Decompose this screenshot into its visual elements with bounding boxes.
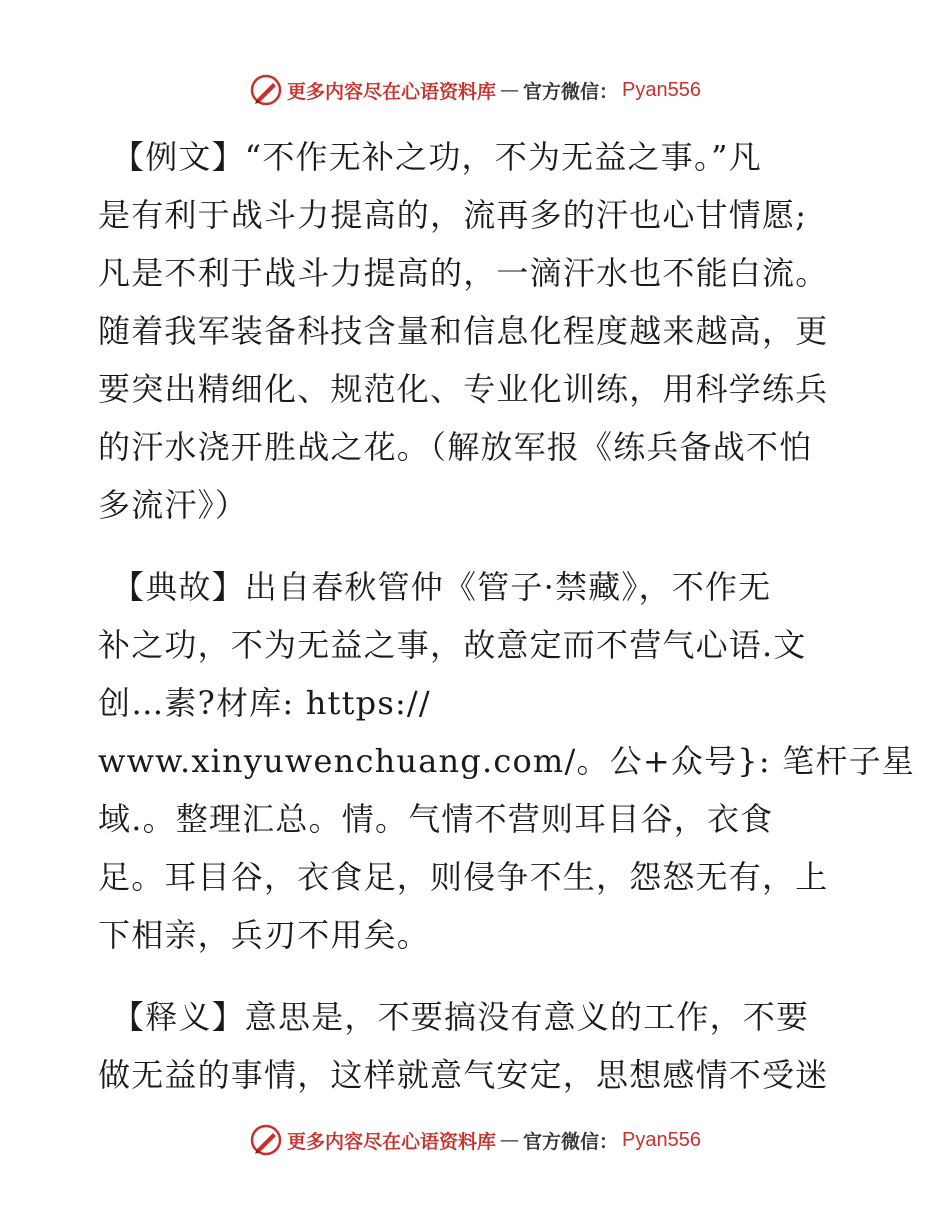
text-line: 凡是不利于战斗力提高的，一滴汗水也不能白流。 [98, 254, 829, 292]
pen-logo-icon [249, 73, 283, 107]
text-line: 【释义】意思是，不要搞没有意义的工作，不要 [112, 998, 810, 1036]
text-line: 足。耳目谷，衣食足，则侵争不生，怨怒无有，上 [98, 858, 829, 896]
text-line: 下相亲，兵刃不用矣。 [98, 916, 431, 954]
text-line: 多流汗》） [98, 486, 249, 524]
banner-official-label: 官方微信： [523, 1130, 619, 1153]
meaning-paragraph [98, 988, 850, 1104]
document-body [98, 128, 915, 1128]
banner-wechat-id: Pyan556 [622, 78, 701, 101]
pen-logo-icon [249, 1123, 283, 1157]
text-line: 做无益的事情，这样就意气安定，思想感情不受迷 [98, 1056, 829, 1094]
banner-wechat-id: Pyan556 [622, 1128, 701, 1151]
allusion-paragraph [98, 558, 915, 964]
text-line: 随着我军装备科技含量和信息化程度越来越高，更 [98, 312, 829, 350]
text-line: 创…素?材库: https:// [98, 684, 431, 722]
text-line: www.xinyuwenchuang.com/。公+众号}: 笔杆子星 [98, 742, 915, 780]
text-line: 的汗水浇开胜战之花。（解放军报《练兵备战不怕 [98, 428, 813, 466]
banner-site-text: 更多内容尽在心语资料库 [287, 80, 497, 103]
text-line: 补之功，不为无益之事，故意定而不营气心语.文 [98, 626, 807, 664]
banner-separator: — [500, 1129, 520, 1151]
banner-separator: — [500, 79, 520, 101]
example-paragraph [98, 128, 850, 534]
banner-site-text: 更多内容尽在心语资料库 [287, 1130, 497, 1153]
text-line: 域.。整理汇总。情。气情不营则耳目谷，衣食 [98, 800, 774, 838]
text-line: 【典故】出自春秋管仲《管子·禁藏》，不作无 [112, 568, 772, 606]
header-banner [0, 70, 950, 110]
text-line: 是有利于战斗力提高的，流再多的汗也心甘情愿; [98, 196, 808, 234]
footer-banner [0, 1120, 950, 1160]
text-line: 要突出精细化、规范化、专业化训练，用科学练兵 [98, 370, 829, 408]
banner-official-label: 官方微信： [523, 80, 619, 103]
text-line: 【例文】“不作无补之功，不为无益之事。”凡 [112, 138, 762, 176]
